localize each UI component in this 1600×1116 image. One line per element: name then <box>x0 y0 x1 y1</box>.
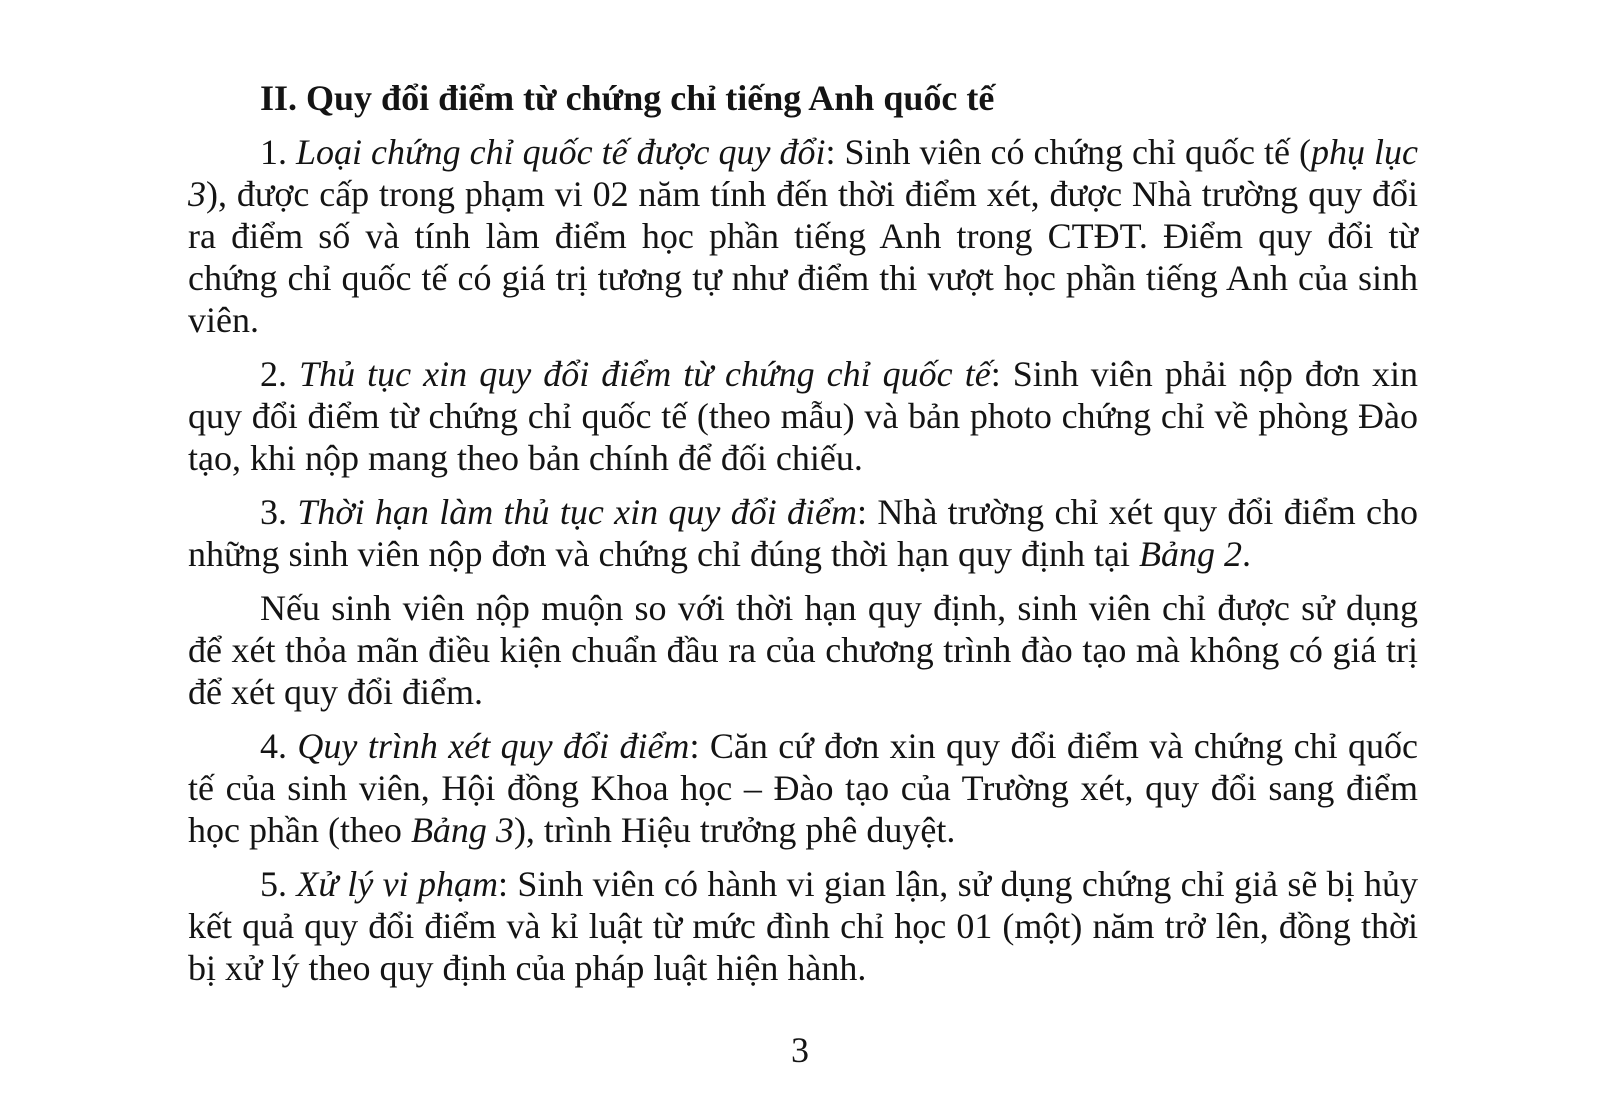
item-text: ), được cấp trong phạm vi 02 năm tính đến thời điểm xét, được Nhà trường quy đổi ra điểm số và tính làm điểm học phần tiếng Anh trong CTĐT. Điểm quy đổi từ chứng chỉ quốc tế có giá trị tương tự như điểm thi vượt học phần tiếng Anh của sinh viên. <box>188 174 1418 340</box>
item-text: ), trình Hiệu trưởng phê duyệt. <box>513 810 956 850</box>
item-text: : Sinh viên có hành vi gian lận, sử dụng chứng chỉ giả sẽ bị hủy kết quả quy đổi điểm và kỉ luật từ mức đình chỉ học 01 (một) năm trở lên, đồng thời bị xử lý theo quy định của pháp luật hiện hành. <box>188 864 1419 988</box>
item-number: 4. <box>260 726 298 766</box>
paragraph-deadline <box>188 491 1418 575</box>
item-term: Loại chứng chỉ quốc tế được quy đổi <box>296 132 826 172</box>
item-term: Xử lý vi phạm <box>296 864 498 904</box>
item-number: 3. <box>260 492 298 532</box>
item-text: : Nhà trường chỉ xét quy đổi điểm cho những sinh viên nộp đơn và chứng chỉ đúng thời hạn quy định tại <box>188 492 1418 574</box>
item-number: 2. <box>260 354 300 394</box>
appendix-reference: phụ lục 3 <box>188 132 1419 214</box>
item-number: 1. <box>260 132 297 172</box>
paragraph-certificate-types <box>188 131 1418 341</box>
item-text: . <box>1242 534 1251 574</box>
section-content <box>188 77 1418 1001</box>
item-text: Nếu sinh viên nộp muộn so với thời hạn quy định, sinh viên chỉ được sử dụng để xét thỏa mãn điều kiện chuẩn đầu ra của chương trình đào tạo mà không có giá trị để xét quy đổi điểm. <box>188 588 1418 712</box>
table-reference: Bảng 2 <box>1139 534 1242 574</box>
section-heading: II. Quy đổi điểm từ chứng chỉ tiếng Anh quốc tế <box>260 78 995 118</box>
item-number: 5. <box>260 864 297 904</box>
item-text: : Căn cứ đơn xin quy đổi điểm và chứng chỉ quốc tế của sinh viên, Hội đồng Khoa học – Đào tạo của Trường xét, quy đổi sang điểm học phần (theo <box>188 726 1418 850</box>
table-reference: Bảng 3 <box>410 810 514 850</box>
paragraph-late-submission <box>188 587 1418 713</box>
item-term: Quy trình xét quy đổi điểm <box>297 726 690 766</box>
item-text: : Sinh viên có chứng chỉ quốc tế ( <box>825 132 1312 172</box>
page-number: 3 <box>791 1030 809 1070</box>
item-term: Thủ tục xin quy đổi điểm từ chứng chỉ quốc tế <box>299 354 991 394</box>
item-text: : Sinh viên phải nộp đơn xin quy đổi điểm từ chứng chỉ quốc tế (theo mẫu) và bản photo chứng chỉ về phòng Đào tạo, khi nộp mang theo bản chính để đối chiếu. <box>188 354 1419 478</box>
paragraph-violations <box>188 863 1418 989</box>
item-term: Thời hạn làm thủ tục xin quy đổi điểm <box>297 492 858 532</box>
paragraph-review-process <box>188 725 1418 851</box>
paragraph-conversion-procedure <box>188 353 1418 479</box>
